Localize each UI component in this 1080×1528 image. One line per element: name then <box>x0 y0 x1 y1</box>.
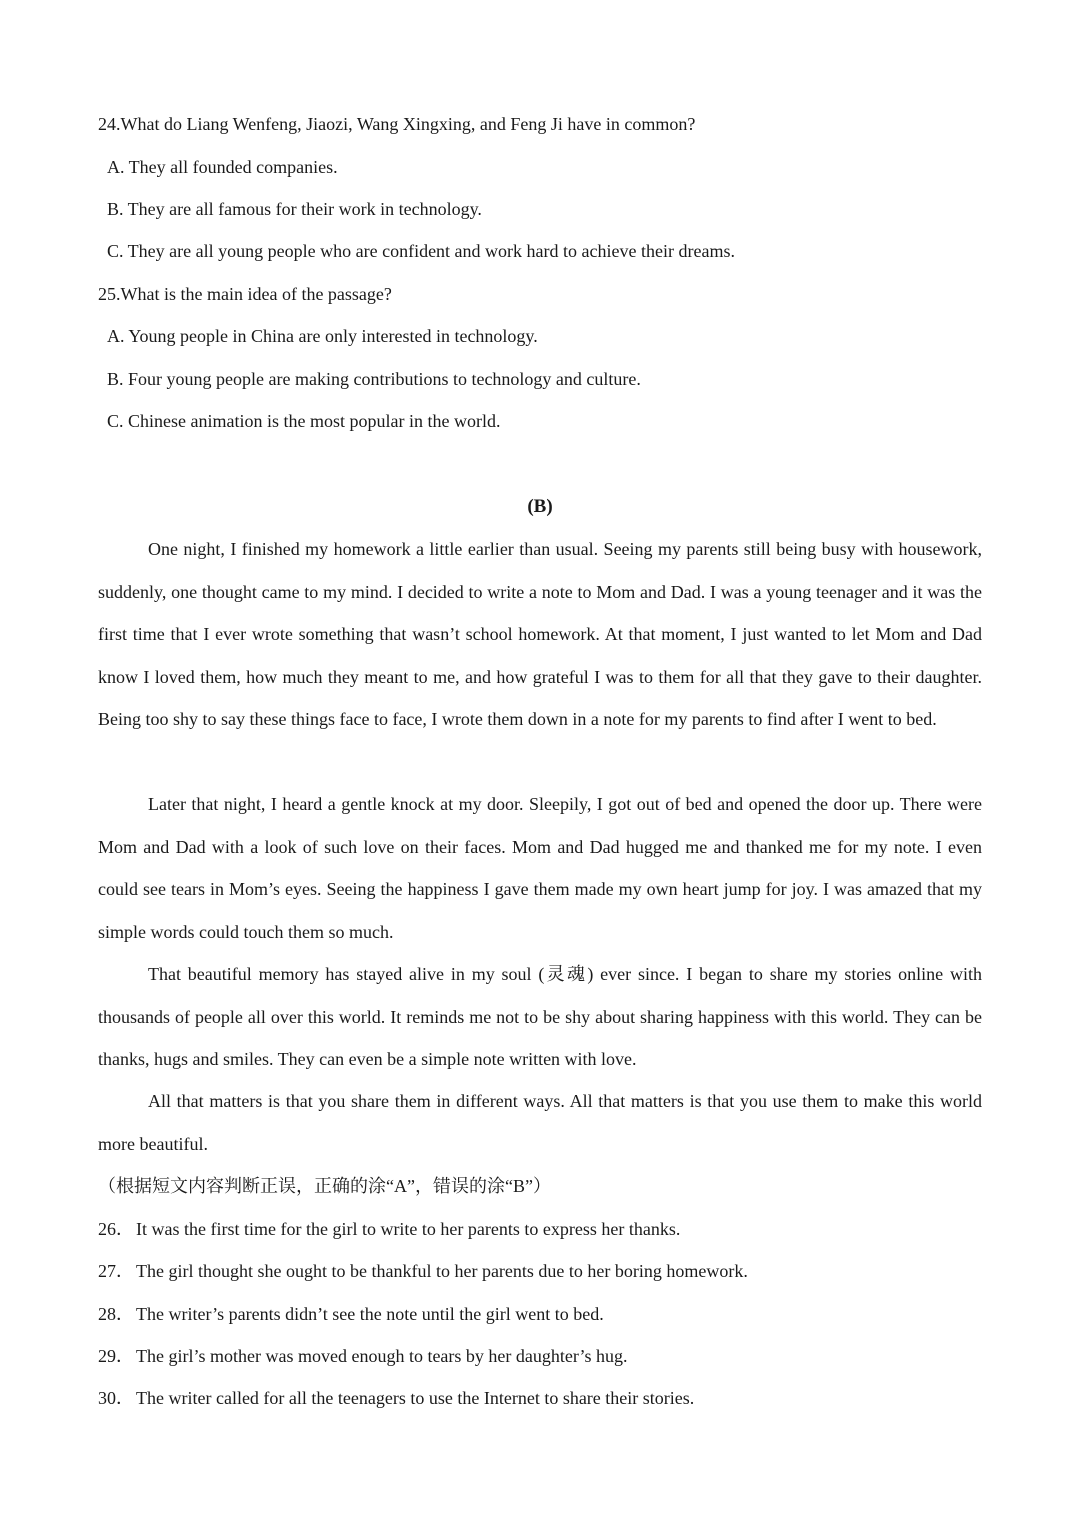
statement-text: It was the first time for the girl to write to her parents to express her thanks. <box>136 1219 681 1239</box>
question-25-option-b: B. Four young people are making contributions to technology and culture. <box>107 369 641 389</box>
statement-number: 28． <box>98 1304 134 1324</box>
passage-paragraph-2: Later that night, I heard a gentle knock at my door. Sleepily, I got out of bed and opened the door up. There were Mom and Dad with a look of such love on their faces. Mom and Dad hugged me and thanked me for my note. I even could see tears in Mom’s eyes. Seeing the happiness I gave them made my own heart jump for joy. I was amazed that my simple words could touch them so much. <box>98 794 982 942</box>
statement-text: The writer called for all the teenagers to use the Internet to share their stories. <box>136 1388 695 1408</box>
question-25-option-a: A. Young people in China are only interested in technology. <box>107 326 538 346</box>
statement-text: The writer’s parents didn’t see the note until the girl went to bed. <box>136 1304 604 1324</box>
statement-30 <box>98 1387 694 1409</box>
question-24-stem: 24.What do Liang Wenfeng, Jiaozi, Wang Xingxing, and Feng Ji have in common? <box>98 114 696 134</box>
statement-text: The girl thought she ought to be thankful to her parents due to her boring homework. <box>136 1261 748 1281</box>
true-false-instruction: （根据短文内容判断正误，正确的涂“A”，错误的涂“B”） <box>98 1176 551 1196</box>
statement-26 <box>98 1218 680 1240</box>
question-24-option-c: C. They are all young people who are confident and work hard to achieve their dreams. <box>107 241 735 261</box>
statement-28 <box>98 1303 604 1325</box>
statement-number: 30． <box>98 1388 134 1408</box>
question-24-option-a: A. They all founded companies. <box>107 157 338 177</box>
passage-paragraph-4: All that matters is that you share them in different ways. All that matters is that you use them to make this world more beautiful. <box>98 1091 982 1154</box>
statement-27 <box>98 1260 748 1282</box>
passage-paragraph-3: That beautiful memory has stayed alive in my soul (灵魂) ever since. I began to share my stories online with thousands of people all over this world. It reminds me not to be shy about sharing happiness with this world. They can be thanks, hugs and smiles. They can even be a simple note written with love. <box>98 964 982 1069</box>
question-25-option-c: C. Chinese animation is the most popular in the world. <box>107 411 501 431</box>
statement-29 <box>98 1345 628 1367</box>
statement-number: 27． <box>98 1261 134 1281</box>
question-24-option-b: B. They are all famous for their work in technology. <box>107 199 482 219</box>
question-25-stem: 25.What is the main idea of the passage? <box>98 284 392 304</box>
statement-text: The girl’s mother was moved enough to tears by her daughter’s hug. <box>136 1346 628 1366</box>
passage-paragraph-1: One night, I finished my homework a little earlier than usual. Seeing my parents still being busy with housework, suddenly, one thought came to my mind. I decided to write a note to Mom and Dad. I was a young teenager and it was the first time that I ever wrote something that wasn’t school homework. At that moment, I just wanted to let Mom and Dad know I loved them, how much they meant to me, and how grateful I was to them for all that they gave to their daughter. Being too shy to say these things face to face, I wrote them down in a note for my parents to find after I went to bed. <box>98 539 982 729</box>
statement-number: 29． <box>98 1346 134 1366</box>
statement-number: 26． <box>98 1219 134 1239</box>
section-b-title: (B) <box>527 496 553 517</box>
